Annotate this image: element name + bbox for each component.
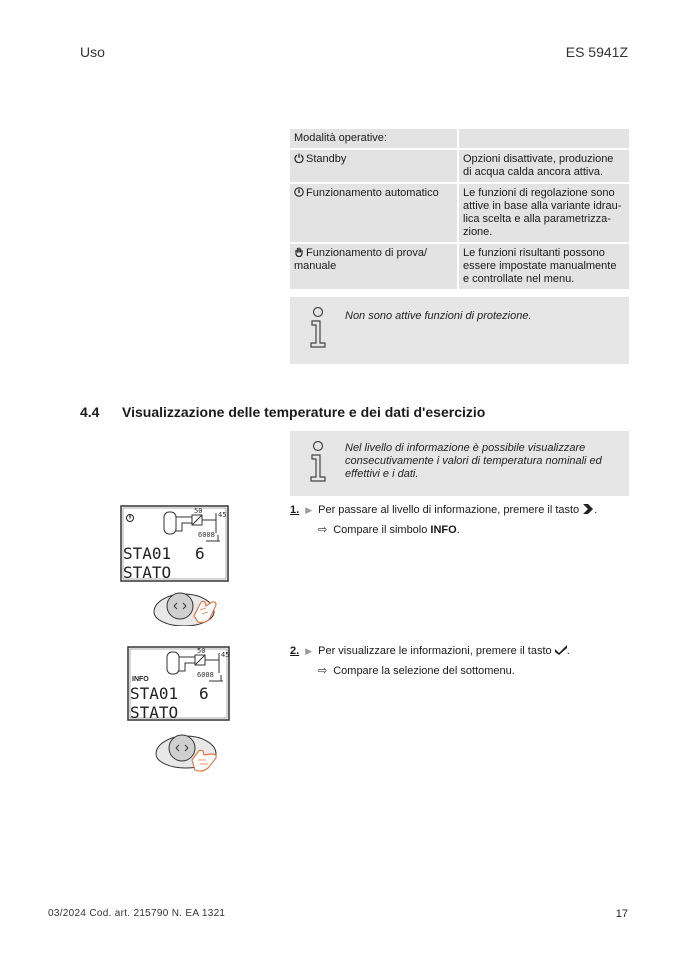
lcd-line2: STATO <box>130 703 179 722</box>
page-number: 17 <box>615 908 628 920</box>
lcd-right-value: 45 <box>221 651 230 659</box>
modes-table-title: Modalità operative: <box>290 129 457 148</box>
footer-code: 03/2024 Cod. art. 215790 N. EA 1321 <box>48 908 226 919</box>
controller-display <box>127 646 231 727</box>
mode-name: Funzionamento di prova/ manuale <box>294 247 428 272</box>
triangle-icon: ▶ <box>305 505 313 515</box>
arrow-right-icon <box>582 504 594 514</box>
result-text: Compare il simbolo <box>333 524 431 536</box>
lcd-right-value: 45 <box>218 511 227 519</box>
step-1-result: ⇨ Compare il simbolo INFO. <box>318 524 460 536</box>
table-row <box>290 244 629 289</box>
lcd-line1: STA01 <box>123 544 172 563</box>
lcd-line1: STA01 <box>130 684 179 703</box>
lcd-top-value: 50 <box>197 647 206 655</box>
lcd-value: 6 <box>195 544 205 563</box>
lcd-mid-value: 6008 <box>198 531 215 539</box>
control-knob-illustration <box>150 586 220 631</box>
step-text: Per visualizzare le informazioni, premere il tasto <box>318 645 552 657</box>
section-title: Visualizzazione delle temperature e dei dati d'esercizio <box>122 404 486 420</box>
section-number: 4.4 <box>80 404 100 420</box>
lcd-mid-value: 6008 <box>197 671 214 679</box>
modes-table <box>290 129 629 291</box>
lcd-display-illustration <box>127 646 231 722</box>
info-icon <box>306 441 330 483</box>
mode-name: Funzionamento automatico <box>306 187 439 199</box>
step-text: Per passare al livello di informazione, premere il tasto <box>318 504 580 516</box>
lcd-line2: STATO <box>123 563 172 582</box>
table-row <box>290 184 629 242</box>
result-text: Compare la selezione del sottomenu. <box>333 665 515 677</box>
header-section: Uso <box>80 44 105 60</box>
modes-table-header-row <box>290 129 629 148</box>
result-keyword: INFO <box>430 524 457 536</box>
info-note-text: Nel livello di informazione è possibile visualizzare consecutivamente i valori di temperatura nominali ed effettivi e i dati. <box>345 442 602 480</box>
info-note <box>290 297 629 364</box>
mode-name: Standby <box>306 153 347 165</box>
clock-icon <box>294 187 304 197</box>
lcd-value: 6 <box>199 684 209 703</box>
step-2-result <box>318 664 515 678</box>
mode-description: Le funzioni di regolazione sono attive in base alla variante idrau-lica scelta e alla parametrizza-zione. <box>459 184 629 242</box>
step-1: 1. ▶ Per passare al livello di informazione, premere il tasto . <box>290 504 598 516</box>
mode-description: Opzioni disattivate, produzione di acqua calda ancora attiva. <box>459 150 629 182</box>
info-icon <box>306 307 330 349</box>
header-doc-code: ES 5941Z <box>565 44 628 60</box>
step-2: 2. ▶ Per visualizzare le informazioni, premere il tasto . <box>290 645 570 657</box>
lcd-top-value: 50 <box>194 507 203 515</box>
power-icon <box>294 153 304 163</box>
step-number: 1. <box>290 504 300 516</box>
mode-description: Le funzioni risultanti possono essere impostate manualmente e controllate nel menu. <box>459 244 629 289</box>
step-number: 2. <box>290 645 300 657</box>
table-row <box>290 150 629 182</box>
lcd-display-illustration <box>120 505 230 583</box>
check-icon <box>555 645 567 655</box>
controller-display <box>120 505 230 588</box>
info-note <box>290 431 629 496</box>
result-arrow-icon: ⇨ <box>318 665 328 677</box>
control-knob-illustration <box>152 730 222 779</box>
hand-icon <box>294 247 304 257</box>
triangle-icon: ▶ <box>305 646 313 656</box>
lcd-info-label: INFO <box>132 676 149 683</box>
info-note-text: Non sono attive funzioni di protezione. <box>345 310 532 322</box>
result-arrow-icon: ⇨ <box>318 524 328 536</box>
